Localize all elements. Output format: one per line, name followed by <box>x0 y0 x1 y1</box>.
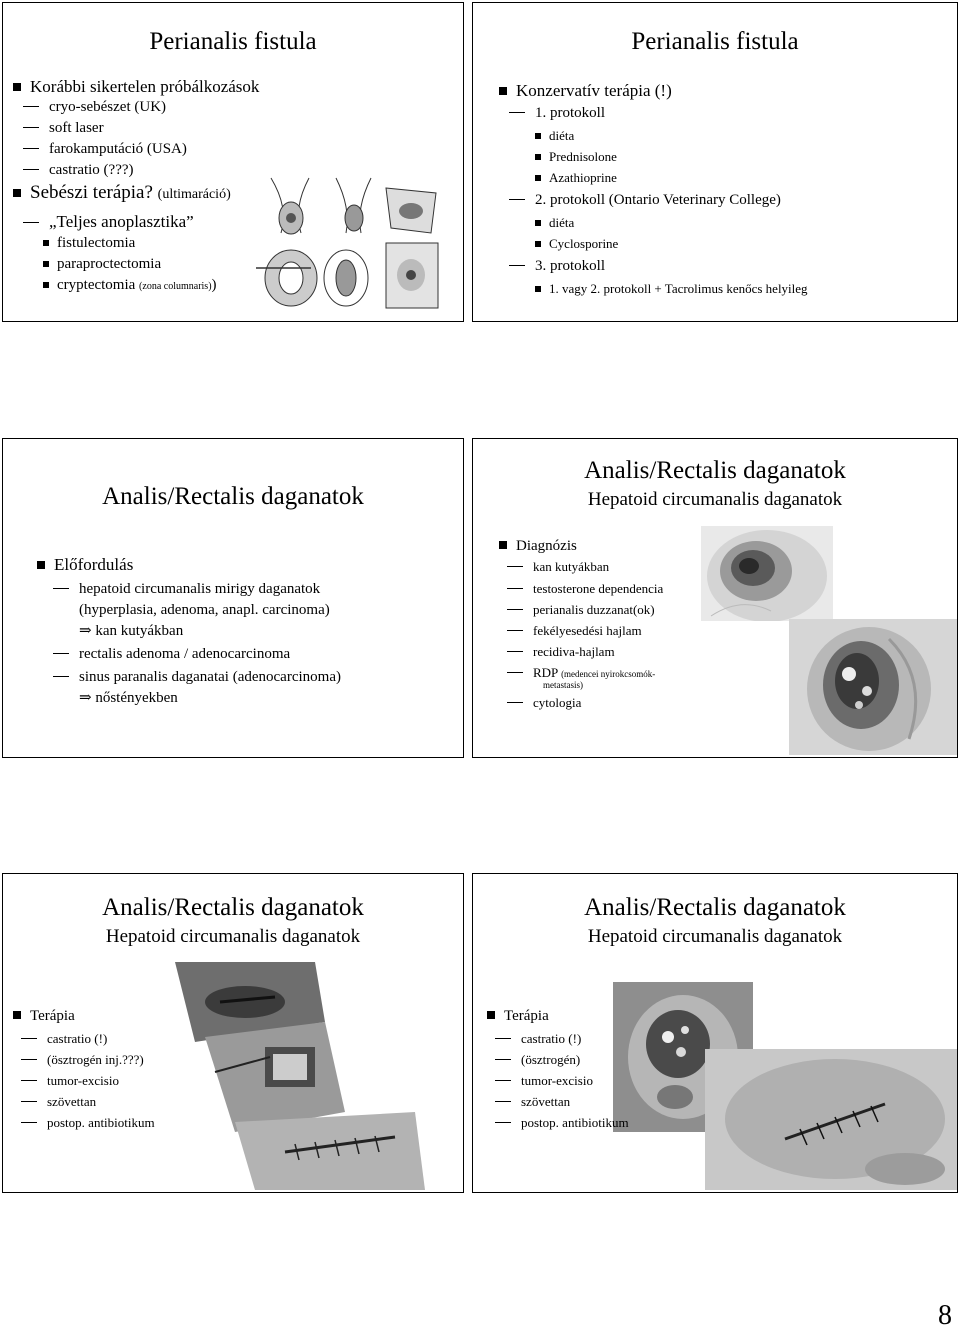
slide-title: Analis/Rectalis daganatok <box>102 894 364 921</box>
slide-title: Analis/Rectalis daganatok <box>102 483 364 510</box>
sub-item-cont: ⇒ nőstényekben <box>79 690 178 706</box>
slide-perianalis-fistula-conservative <box>472 2 958 322</box>
slide-subtitle: Hepatoid circumanalis daganatok <box>587 489 843 510</box>
sub-item: 3. protokoll <box>509 259 605 274</box>
tumor-photo-1 <box>701 526 833 621</box>
bullet-item: Terápia <box>13 1009 75 1024</box>
sub-item-cont: ⇒ kan kutyákban <box>79 623 184 639</box>
sub-sub-item: Cyclosporine <box>535 237 618 250</box>
sub-item: soft laser <box>23 121 104 136</box>
sub-item: (ösztrogén inj.???) <box>21 1053 144 1066</box>
sub-sub-item: Prednisolone <box>535 150 617 163</box>
sub-item: cryo-sebészet (UK) <box>23 100 166 115</box>
sub-item: szövettan <box>21 1095 96 1108</box>
surgical-illustration <box>251 173 441 313</box>
sub-sub-item: diéta <box>535 216 574 229</box>
sub-item: perianalis duzzanat(ok) <box>507 603 655 616</box>
slide-hepatoid-therapy-1 <box>2 873 464 1193</box>
sub-item: sinus paranalis daganatai (adenocarcinoma) <box>53 670 341 685</box>
excision-photo <box>175 962 461 1190</box>
sub-item: rectalis adenoma / adenocarcinoma <box>53 647 290 662</box>
slide-title: Analis/Rectalis daganatok <box>584 457 846 484</box>
sub-item: 1. protokoll <box>509 106 605 121</box>
bullet-item: Sebészi terápia? (ultimaráció) <box>13 183 231 202</box>
sub-item: kan kutyákban <box>507 560 609 573</box>
slide-perianalis-fistula-surgery <box>2 2 464 322</box>
sub-item: castratio (!) <box>495 1032 581 1045</box>
sub-item-cont: (hyperplasia, adenoma, anapl. carcinoma) <box>79 602 330 618</box>
slide-hepatoid-diagnosis <box>472 438 958 758</box>
sub-item: RDP (medencei nyirokcsomók- <box>507 666 655 679</box>
sub-sub-item: fistulectomia <box>43 236 135 251</box>
bullet-item: Előfordulás <box>37 556 133 573</box>
slide-title: Perianalis fistula <box>149 28 317 55</box>
bullet-item: Korábbi sikertelen próbálkozások <box>13 78 259 95</box>
slide-hepatoid-therapy-2 <box>472 873 958 1193</box>
slide-title: Analis/Rectalis daganatok <box>584 894 846 921</box>
tumor-photo-2 <box>789 619 957 755</box>
sub-item: castratio (???) <box>23 163 134 178</box>
sub-item: szövettan <box>495 1095 570 1108</box>
sub-item: postop. antibiotikum <box>21 1116 155 1129</box>
sub-item: recidiva-hajlam <box>507 645 615 658</box>
sub-item: farokamputáció (USA) <box>23 142 187 157</box>
sub-sub-item: cryptectomia (zona columnaris)) <box>43 278 217 293</box>
slide-subtitle: Hepatoid circumanalis daganatok <box>105 926 361 947</box>
bullet-item: Konzervatív terápia (!) <box>499 82 672 99</box>
sub-sub-item: 1. vagy 2. protokoll + Tacrolimus kenőcs helyileg <box>535 282 808 295</box>
slide-title: Perianalis fistula <box>631 28 799 55</box>
sub-item: 2. protokoll (Ontario Veterinary College) <box>509 193 781 208</box>
sub-item: cytologia <box>507 696 581 709</box>
sub-item: fekélyesedési hajlam <box>507 624 642 637</box>
sub-item: castratio (!) <box>21 1032 107 1045</box>
sub-item: (ösztrogén) <box>495 1053 580 1066</box>
sub-item: hepatoid circumanalis mirigy daganatok <box>53 582 320 597</box>
sub-item: „Teljes anoplasztika” <box>23 213 194 230</box>
sub-item: testosterone dependencia <box>507 582 663 595</box>
sub-sub-item: diéta <box>535 129 574 142</box>
sub-item: tumor-excisio <box>21 1074 119 1087</box>
sub-sub-item: Azathioprine <box>535 171 617 184</box>
sub-sub-item: paraproctectomia <box>43 257 161 272</box>
sub-item: tumor-excisio <box>495 1074 593 1087</box>
bullet-item: Diagnózis <box>499 539 577 554</box>
slide-subtitle: Hepatoid circumanalis daganatok <box>587 926 843 947</box>
slide-analis-rectalis-occurrence <box>2 438 464 758</box>
sub-item-cont: metastasis) <box>543 680 583 690</box>
sub-item: postop. antibiotikum <box>495 1116 629 1129</box>
page-number: 8 <box>938 1300 952 1331</box>
sutured-wound-photo <box>705 1049 957 1190</box>
bullet-item: Terápia <box>487 1009 549 1024</box>
